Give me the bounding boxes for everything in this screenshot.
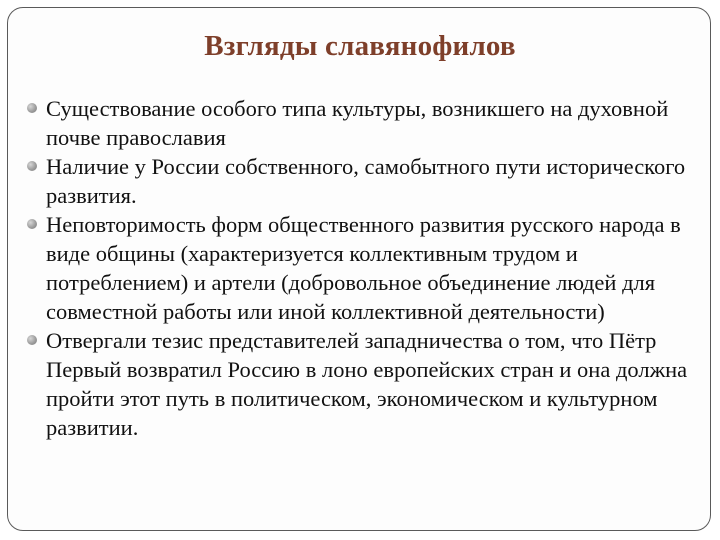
bullet-dot-icon — [27, 103, 37, 113]
list-item-text: Наличие у России собственного, самобытного пути исторического развития. — [46, 154, 686, 208]
list-item — [24, 326, 704, 442]
bullet-list — [24, 94, 704, 442]
list-item-text: Существование особого типа культуры, возникшего на духовной почве православия — [46, 96, 669, 150]
bullet-dot-icon — [27, 219, 37, 229]
list-item-text: Отвергали тезис представителей западничества о том, что Пётр Первый возвратил Россию в лоно европейских стран и она должна пройти этот путь в политическом, экономическом и культурном развитии. — [46, 328, 688, 440]
list-item — [24, 94, 704, 152]
slide-title: Взгляды славянофилов — [204, 30, 516, 62]
bullet-dot-icon — [27, 161, 37, 171]
list-item-text: Неповторимость форм общественного развития русского народа в виде общины (характеризуется коллективным трудом и потреблением) и артели (добровольное объединение людей для совместной работы или иной коллективной деятельности) — [46, 212, 681, 324]
bullet-dot-icon — [27, 335, 37, 345]
list-item — [24, 152, 704, 210]
list-item — [24, 210, 704, 326]
